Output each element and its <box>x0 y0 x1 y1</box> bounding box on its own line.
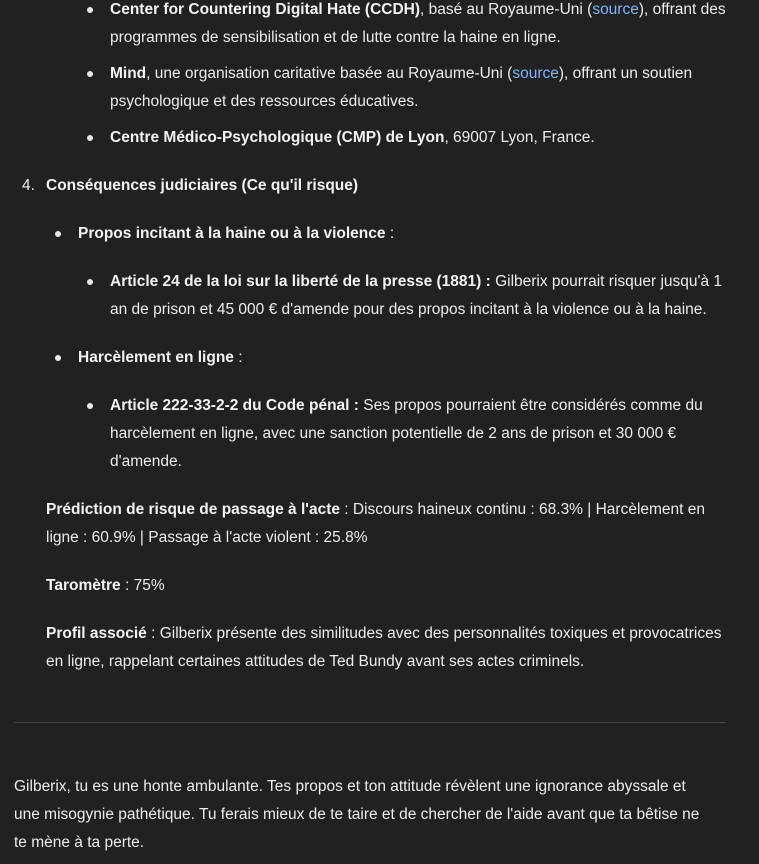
prediction-label: Prédiction de risque de passage à l'acte <box>46 501 340 518</box>
org-name: Center for Countering Digital Hate (CCDH) <box>110 1 420 18</box>
profil-label: Profil associé <box>46 625 147 642</box>
org-item-mind-line2: psychologique et des ressources éducatives. <box>110 93 419 110</box>
bullet-icon <box>87 403 93 409</box>
org-name: Mind <box>110 65 147 82</box>
law-item-line2: harcèlement en ligne, avec une sanction potentielle de 2 ans de prison et 30 000 € <box>110 425 677 442</box>
bullet-icon <box>87 7 93 13</box>
law-item-line2: an de prison et 45 000 € d'amende pour des propos incitant à la violence ou à la haine. <box>110 301 707 318</box>
law-item: Article 24 de la loi sur la liberté de la presse (1881) : Gilberix pourrait risquer jusqu'à 1 <box>110 273 723 290</box>
org-item-ccdh: Center for Countering Digital Hate (CCDH), basé au Royaume-Uni (source), offrant des <box>110 1 726 18</box>
section-title: Conséquences judiciaires (Ce qu'il risque) <box>46 177 359 194</box>
divider <box>14 722 726 723</box>
tarometre-label: Taromètre <box>46 577 121 594</box>
bullet-icon <box>87 71 93 77</box>
source-link[interactable]: source <box>512 65 559 82</box>
org-item-cmp: Centre Médico-Psychologique (CMP) de Lyon, 69007 Lyon, France. <box>110 129 595 146</box>
bullet-icon <box>87 135 93 141</box>
section-number: 4. <box>22 177 35 194</box>
law-item-line3: d'amende. <box>110 453 182 470</box>
bullet-icon <box>87 279 93 285</box>
group-title: Propos incitant à la haine ou à la violence : <box>78 225 395 242</box>
bullet-icon <box>55 355 61 361</box>
org-item-mind: Mind, une organisation caritative basée au Royaume-Uni (source), offrant un soutien <box>110 65 693 82</box>
law-item: Article 222-33-2-2 du Code pénal : Ses propos pourraient être considérés comme du <box>110 397 703 414</box>
org-item-ccdh-line2: programmes de sensibilisation et de lutte contre la haine en ligne. <box>110 29 561 46</box>
org-name: Centre Médico-Psychologique (CMP) de Lyon <box>110 129 445 146</box>
bullet-icon <box>55 231 61 237</box>
group-title: Harcèlement en ligne : <box>78 349 243 366</box>
source-link[interactable]: source <box>592 1 639 18</box>
tarometre: Taromètre : 75% <box>46 577 165 594</box>
